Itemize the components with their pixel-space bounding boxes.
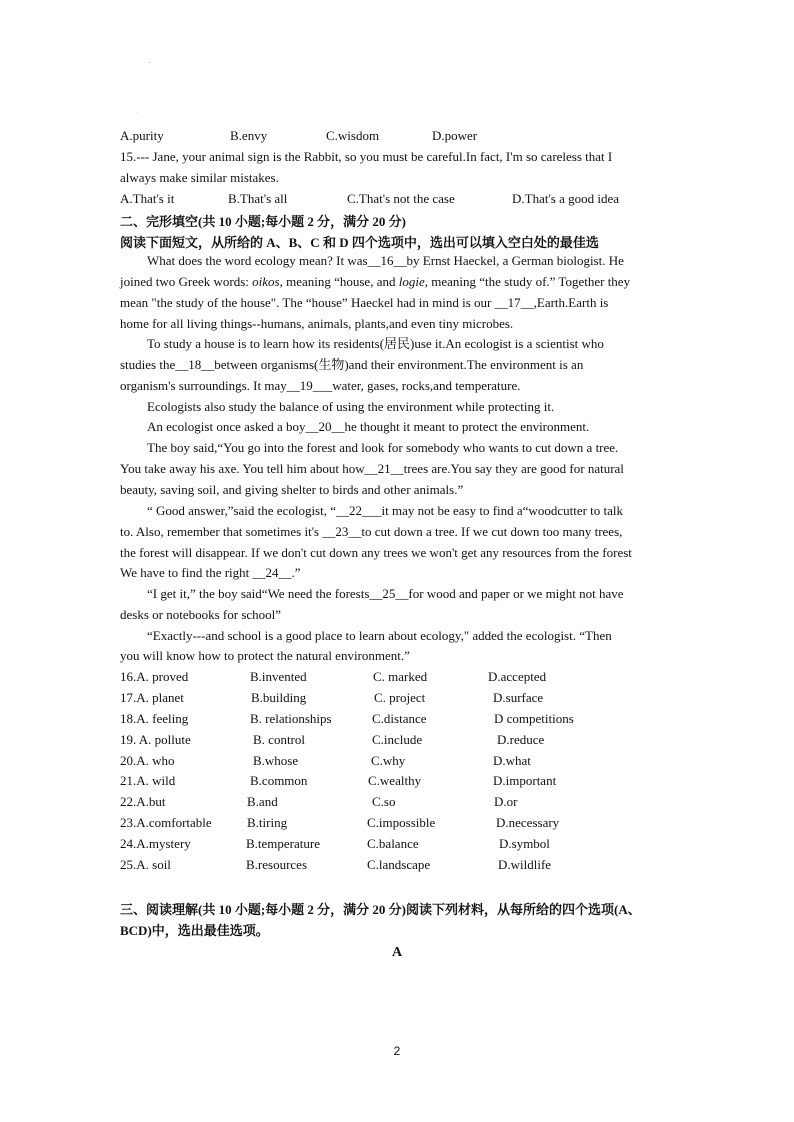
q14-option-b: B.envy bbox=[230, 128, 268, 143]
choice-b: B.resources bbox=[246, 857, 308, 872]
choice-d: D.or bbox=[494, 794, 518, 809]
section-title: 二、完形填空(共 10 小题;每小题 2 分，满分 20 分) bbox=[120, 214, 406, 229]
choice-b: B.temperature bbox=[246, 836, 320, 851]
scan-mark: · bbox=[136, 110, 138, 116]
choice-a: 22.A.but bbox=[120, 794, 166, 809]
q14-option-c: C.wisdom bbox=[326, 128, 380, 143]
passage-line: to. Also, remember that sometimes it's __23__to cut down a tree. If we cut down too many trees, bbox=[120, 524, 623, 539]
passage-line: The boy said,“You go into the forest and look for somebody who wants to cut down a tree. bbox=[147, 440, 619, 455]
q15-option-d: D.That's a good idea bbox=[512, 191, 620, 206]
choice-d: D.reduce bbox=[497, 732, 545, 747]
choice-a: 18.A. feeling bbox=[120, 711, 189, 726]
choice-a: 21.A. wild bbox=[120, 773, 176, 788]
choice-d: D.surface bbox=[493, 690, 544, 705]
choice-d: D.important bbox=[493, 773, 557, 788]
choice-c: C. marked bbox=[373, 669, 428, 684]
choice-d: D.symbol bbox=[499, 836, 550, 851]
passage-line: To study a house is to learn how its residents(居民)use it.An ecologist is a scientist who bbox=[147, 336, 604, 351]
choice-a: 24.A.mystery bbox=[120, 836, 191, 851]
passage-line: beauty, saving soil, and giving shelter to birds and other animals.” bbox=[120, 482, 464, 497]
choice-b: B.invented bbox=[250, 669, 307, 684]
q15-option-a: A.That's it bbox=[120, 191, 175, 206]
passage-line: home for all living things--humans, animals, plants,and even tiny microbes. bbox=[120, 316, 514, 331]
choice-b: B. relationships bbox=[250, 711, 332, 726]
scan-mark: – bbox=[148, 60, 151, 66]
choice-c: C.impossible bbox=[367, 815, 436, 830]
choice-b: B. control bbox=[253, 732, 305, 747]
choice-a: 16.A. proved bbox=[120, 669, 189, 684]
q15-stem: always make similar mistakes. bbox=[120, 170, 279, 185]
choice-a: 25.A. soil bbox=[120, 857, 171, 872]
choice-c: C.landscape bbox=[367, 857, 431, 872]
choice-a: 20.A. who bbox=[120, 753, 175, 768]
choice-d: D.necessary bbox=[496, 815, 560, 830]
choice-d: D competitions bbox=[494, 711, 574, 726]
choice-b: B.whose bbox=[253, 753, 299, 768]
section-title: BCD)中，选出最佳选项。 bbox=[120, 923, 269, 938]
choice-c: C. project bbox=[374, 690, 426, 705]
choice-b: B.common bbox=[250, 773, 308, 788]
choice-c: C.why bbox=[371, 753, 406, 768]
choice-d: D.wildlife bbox=[498, 857, 552, 872]
q15-option-b: B.That's all bbox=[228, 191, 288, 206]
passage-line: mean "the study of the house". The “house” Haeckel had in mind is our __17__,Earth.Earth is bbox=[120, 295, 609, 310]
italic-word: oikos bbox=[252, 274, 280, 289]
passage-line: An ecologist once asked a boy__20__he thought it meant to protect the environment. bbox=[147, 419, 590, 434]
choice-a: 19. A. pollute bbox=[120, 732, 191, 747]
choice-b: B.building bbox=[251, 690, 307, 705]
choice-b: B.tiring bbox=[247, 815, 288, 830]
choice-c: C.so bbox=[372, 794, 396, 809]
passage-line: “I get it,” the boy said“We need the forests__25__for wood and paper or we might not have bbox=[147, 586, 624, 601]
page-number: 2 bbox=[393, 1044, 401, 1058]
choice-c: C.include bbox=[372, 732, 423, 747]
passage-line: desks or notebooks for school” bbox=[120, 607, 282, 622]
italic-word: logie bbox=[398, 274, 425, 289]
choice-b: B.and bbox=[247, 794, 278, 809]
choice-c: C.distance bbox=[372, 711, 427, 726]
passage-line: “ Good answer,”said the ecologist, “__22___it may not be easy to find a“woodcutter to talk bbox=[147, 503, 624, 518]
q14-option-d: D.power bbox=[432, 128, 478, 143]
choice-d: D.accepted bbox=[488, 669, 547, 684]
passage-line: joined two Greek words: oikos, meaning “house, and logie, meaning “the study of.” Together they bbox=[120, 274, 631, 289]
section-title: 三、阅读理解(共 10 小题;每小题 2 分，满分 20 分)阅读下列材料，从每所给的四个选项(A、 bbox=[120, 902, 641, 917]
choice-d: D.what bbox=[493, 753, 531, 768]
choice-a: 17.A. planet bbox=[120, 690, 184, 705]
passage-line: You take away his axe. You tell him about how__21__trees are.You say they are good for natural bbox=[120, 461, 624, 476]
choice-c: C.wealthy bbox=[368, 773, 422, 788]
passage-line: you will know how to protect the natural environment.” bbox=[120, 648, 410, 663]
passage-line: Ecologists also study the balance of using the environment while protecting it. bbox=[147, 399, 555, 414]
choice-a: 23.A.comfortable bbox=[120, 815, 212, 830]
passage-line: What does the word ecology mean? It was__16__by Ernst Haeckel, a German biologist. He bbox=[147, 253, 624, 268]
choice-c: C.balance bbox=[367, 836, 419, 851]
passage-label: A bbox=[391, 945, 403, 960]
q15-option-c: C.That's not the case bbox=[347, 191, 455, 206]
section-instruction: 阅读下面短文，从所给的 A、B、C 和 D 四个选项中，选出可以填入空白处的最佳选 bbox=[120, 235, 599, 250]
passage-line: We have to find the right __24__.” bbox=[120, 565, 301, 580]
q15-stem: 15.--- Jane, your animal sign is the Rabbit, so you must be careful.In fact, I'm so careless that I bbox=[120, 149, 613, 164]
q14-option-a: A.purity bbox=[120, 128, 164, 143]
passage-line: the forest will disappear. If we don't cut down any trees we won't get any resources from the forest bbox=[120, 545, 632, 560]
passage-line: “Exactly---and school is a good place to learn about ecology," added the ecologist. “Then bbox=[147, 628, 612, 643]
passage-line: studies the__18__between organisms(生物)and their environment.The environment is an bbox=[120, 357, 584, 372]
passage-line: organism's surroundings. It may__19___water, gases, rocks,and temperature. bbox=[120, 378, 521, 393]
